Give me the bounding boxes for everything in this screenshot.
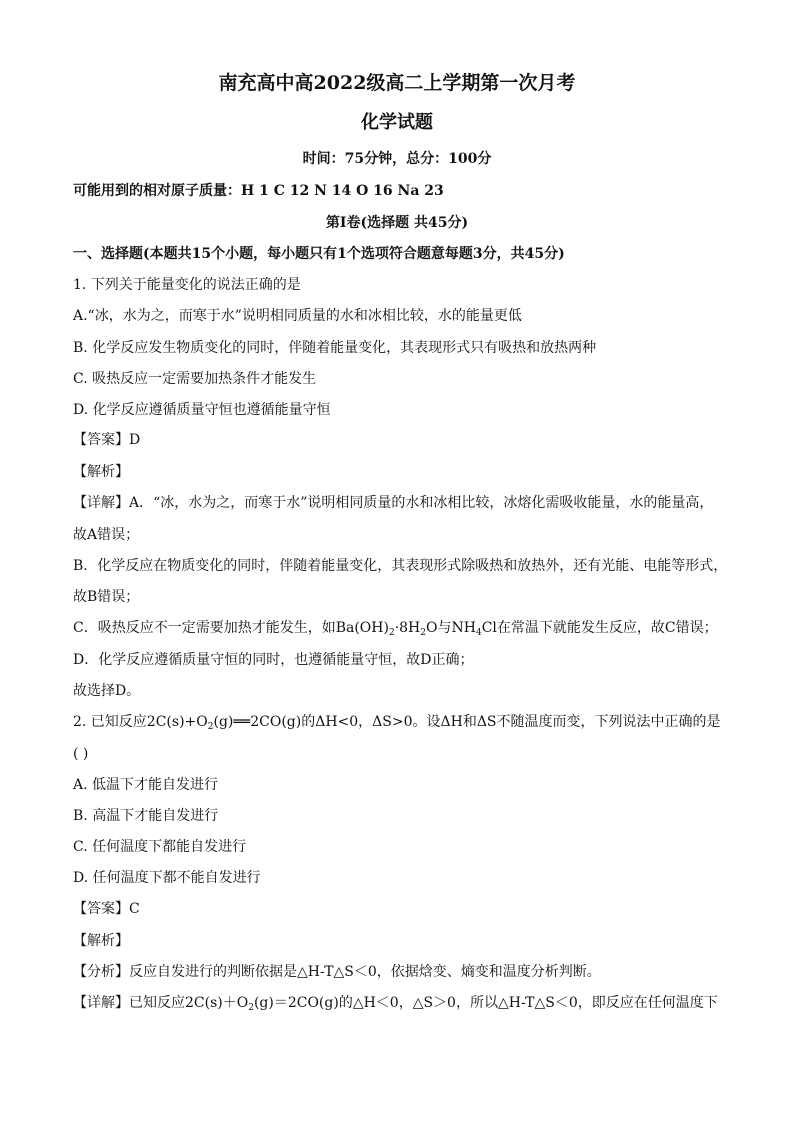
q2-stem [73, 713, 721, 731]
q2-answer: 【答案】C [73, 901, 140, 917]
q1-option-a: A.“冰，水为之，而寒于水”说明相同质量的水和冰相比较，水的能量更低 [73, 308, 522, 324]
q1-detail-c-sub2: 2 [420, 628, 427, 638]
q1-option-d: D. 化学反应遵循质量守恒也遵循能量守恒 [73, 402, 331, 418]
q1-detail-c-part3: O与NH [426, 620, 476, 636]
q1-detail-c-part2: ·8H [394, 620, 421, 636]
time-info: 时间：75分钟，总分：100分 [302, 151, 492, 167]
q1-answer: 【答案】D [73, 432, 141, 448]
q1-detail-a-line2: 故A错误； [73, 527, 140, 543]
exam-subtitle: 化学试题 [361, 112, 433, 133]
q2-answer-paren: ( ) [73, 746, 89, 762]
q1-detail-c-part4: Cl在常温下就能发生反应，故C错误； [481, 620, 718, 636]
atomic-masses: 可能用到的相对原子质量：H 1 C 12 N 14 O 16 Na 23 [73, 183, 444, 199]
q1-detail-c-sub3: 4 [475, 628, 482, 638]
q2-option-b: B. 高温下才能自发进行 [73, 808, 219, 824]
q2-option-a: A. 低温下才能自发进行 [73, 777, 219, 793]
section-title: 一、选择题(本题共15个小题，每小题只有1个选项符合题意每题3分，共45分) [73, 246, 565, 262]
part-title: 第Ⅰ卷(选择题 共45分) [325, 215, 469, 231]
q2-option-d: D. 任何温度下都不能自发进行 [73, 870, 261, 886]
q1-detail-a-line1: 【详解】A．“冰，水为之，而寒于水”说明相同质量的水和冰相比较，冰熔化需吸收能量，水的能量高， [73, 495, 714, 511]
q1-conclusion: 故选择D。 [73, 683, 141, 699]
q2-detail-part1: 【详解】已知反应2C(s)＋O [73, 995, 249, 1011]
q2-stem-part2: (g)══2CO(g)的ΔH<0，ΔS>0。设ΔH和ΔS不随温度而变，下列说法中正确的是 [213, 714, 721, 730]
q2-option-c: C. 任何温度下都能自发进行 [73, 839, 247, 855]
q1-analysis-label: 【解析】 [73, 464, 129, 480]
q1-detail-c-sub1: 2 [388, 628, 395, 638]
q2-stem-part1: 2. 已知反应2C(s)+O [73, 714, 208, 730]
q2-detail-part2: (g)＝2CO(g)的△H＜0，△S＞0，所以△H-T△S＜0，即反应在任何温度下 [253, 995, 718, 1011]
q1-detail-b-line2: 故B错误； [73, 589, 140, 605]
q1-detail-b-line1: B．化学反应在物质变化的同时，伴随着能量变化，其表现形式除吸热和放热外，还有光能、电能等形式， [73, 558, 728, 574]
q1-stem: 1. 下列关于能量变化的说法正确的是 [73, 277, 301, 293]
q1-detail-c-part1: C．吸热反应不一定需要加热才能发生，如Ba(OH) [73, 620, 389, 636]
q2-analysis-text: 【分析】反应自发进行的判断依据是△H-T△S＜0，依据焓变、熵变和温度分析判断。 [73, 964, 601, 980]
q2-detail [73, 994, 718, 1012]
q1-detail-d: D．化学反应遵循质量守恒的同时，也遵循能量守恒，故D正确； [73, 652, 474, 668]
q2-stem-sub: 2 [207, 722, 214, 732]
q1-option-b: B. 化学反应发生物质变化的同时，伴随着能量变化，其表现形式只有吸热和放热两种 [73, 340, 597, 356]
q2-analysis-label: 【解析】 [73, 933, 129, 949]
exam-title: 南充高中高2022级高二上学期第一次月考 [218, 72, 576, 94]
q1-option-c: C. 吸热反应一定需要加热条件才能发生 [73, 371, 317, 387]
q1-detail-c [73, 619, 718, 637]
q2-detail-sub: 2 [248, 1003, 254, 1013]
